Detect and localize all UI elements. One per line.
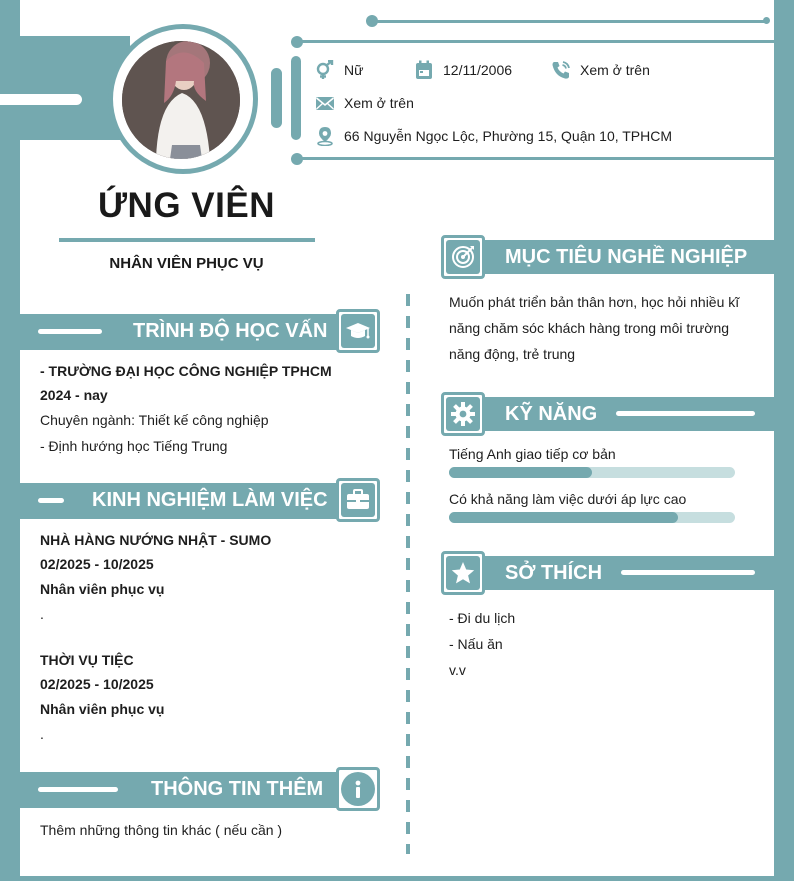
frame-right xyxy=(774,0,794,881)
gender-value: Nữ xyxy=(344,62,364,78)
hobbies-title: SỞ THÍCH xyxy=(505,562,603,584)
extra-icon-box xyxy=(336,767,380,811)
skill-bar-fill xyxy=(449,512,678,523)
frame-bottom xyxy=(0,876,794,881)
education-school: - TRƯỜNG ĐẠI HỌC CÔNG NGHIỆP TPHCM xyxy=(40,363,332,379)
skill-bar xyxy=(449,467,735,478)
deco-line xyxy=(297,40,774,43)
name-underline xyxy=(59,238,315,242)
gender-icon xyxy=(315,60,335,80)
phone-icon xyxy=(551,60,571,80)
candidate-position: NHÂN VIÊN PHỤC VỤ xyxy=(109,255,264,272)
deco-pill xyxy=(291,56,301,140)
deco-line xyxy=(372,20,768,23)
info-icon xyxy=(345,776,371,802)
gear-icon xyxy=(450,401,476,427)
target-icon xyxy=(450,244,476,270)
phone-value: Xem ở trên xyxy=(580,62,650,78)
job-role: Nhân viên phục vụ xyxy=(40,581,165,597)
header-band-accent xyxy=(0,94,82,105)
deco-line xyxy=(297,157,774,160)
experience-title: KINH NGHIỆM LÀM VIỆC xyxy=(92,489,328,511)
hobbies-header-line xyxy=(621,570,755,575)
extra-text: Thêm những thông tin khác ( nếu cần ) xyxy=(40,822,283,838)
job-desc: . xyxy=(40,606,44,622)
objective-line: Muốn phát triển bản thân hơn, học hỏi nhiều kĩ xyxy=(449,294,740,310)
job-period: 02/2025 - 10/2025 xyxy=(40,556,154,572)
extra-header-line xyxy=(38,787,118,792)
contact-address xyxy=(315,126,672,146)
skill-bar xyxy=(449,512,735,523)
contact-dob xyxy=(414,60,512,80)
education-icon-box xyxy=(336,309,380,353)
dob-value: 12/11/2006 xyxy=(443,62,513,78)
contact-phone xyxy=(551,60,650,80)
job-role: Nhân viên phục vụ xyxy=(40,701,165,717)
job-period: 02/2025 - 10/2025 xyxy=(40,676,154,692)
skill-bar-fill xyxy=(449,467,592,478)
job-desc: . xyxy=(40,726,44,742)
graduation-cap-icon xyxy=(345,318,371,344)
education-note: - Định hướng học Tiếng Trung xyxy=(40,438,228,454)
email-value: Xem ở trên xyxy=(344,95,414,111)
objective-line: năng chăm sóc khách hàng trong môi trường xyxy=(449,320,730,336)
objective-line: năng động, trẻ trung xyxy=(449,346,576,362)
job-company: THỜI VỤ TIỆC xyxy=(40,652,134,668)
contact-email xyxy=(315,93,414,113)
candidate-name: ỨNG VIÊN xyxy=(98,186,275,225)
education-major: Chuyên ngành: Thiết kế công nghiệp xyxy=(40,412,269,428)
education-period: 2024 - nay xyxy=(40,387,108,403)
objective-icon-box xyxy=(441,235,485,279)
skill-name: Có khả năng làm việc dưới áp lực cao xyxy=(449,491,687,507)
hobby-item: - Nấu ăn xyxy=(449,636,503,652)
header-pill xyxy=(271,68,282,128)
hobby-item: v.v xyxy=(449,662,466,678)
hobby-item: - Đi du lịch xyxy=(449,610,516,626)
experience-icon-box xyxy=(336,478,380,522)
contact-gender xyxy=(315,60,363,80)
skills-header-line xyxy=(616,411,755,416)
frame-left xyxy=(0,0,20,881)
column-divider xyxy=(406,294,410,854)
education-title: TRÌNH ĐỘ HỌC VẤN xyxy=(133,320,328,342)
education-header-line xyxy=(38,329,102,334)
envelope-icon xyxy=(315,93,335,113)
extra-title: THÔNG TIN THÊM xyxy=(151,778,324,800)
avatar-photo xyxy=(122,41,240,159)
address-value: 66 Nguyễn Ngọc Lộc, Phường 15, Quận 10, TPHCM xyxy=(344,128,673,144)
calendar-icon xyxy=(414,60,434,80)
experience-header-line xyxy=(38,498,64,503)
deco-dot xyxy=(763,17,770,24)
job-company: NHÀ HÀNG NƯỚNG NHẬT - SUMO xyxy=(40,532,272,548)
briefcase-icon xyxy=(345,487,371,513)
star-icon xyxy=(450,560,476,586)
skills-icon-box xyxy=(441,392,485,436)
skill-name: Tiếng Anh giao tiếp cơ bản xyxy=(449,446,616,462)
skills-title: KỸ NĂNG xyxy=(505,403,598,425)
hobbies-icon-box xyxy=(441,551,485,595)
objective-title: MỤC TIÊU NGHỀ NGHIỆP xyxy=(505,246,748,268)
avatar xyxy=(122,41,240,159)
location-pin-icon xyxy=(315,126,335,146)
